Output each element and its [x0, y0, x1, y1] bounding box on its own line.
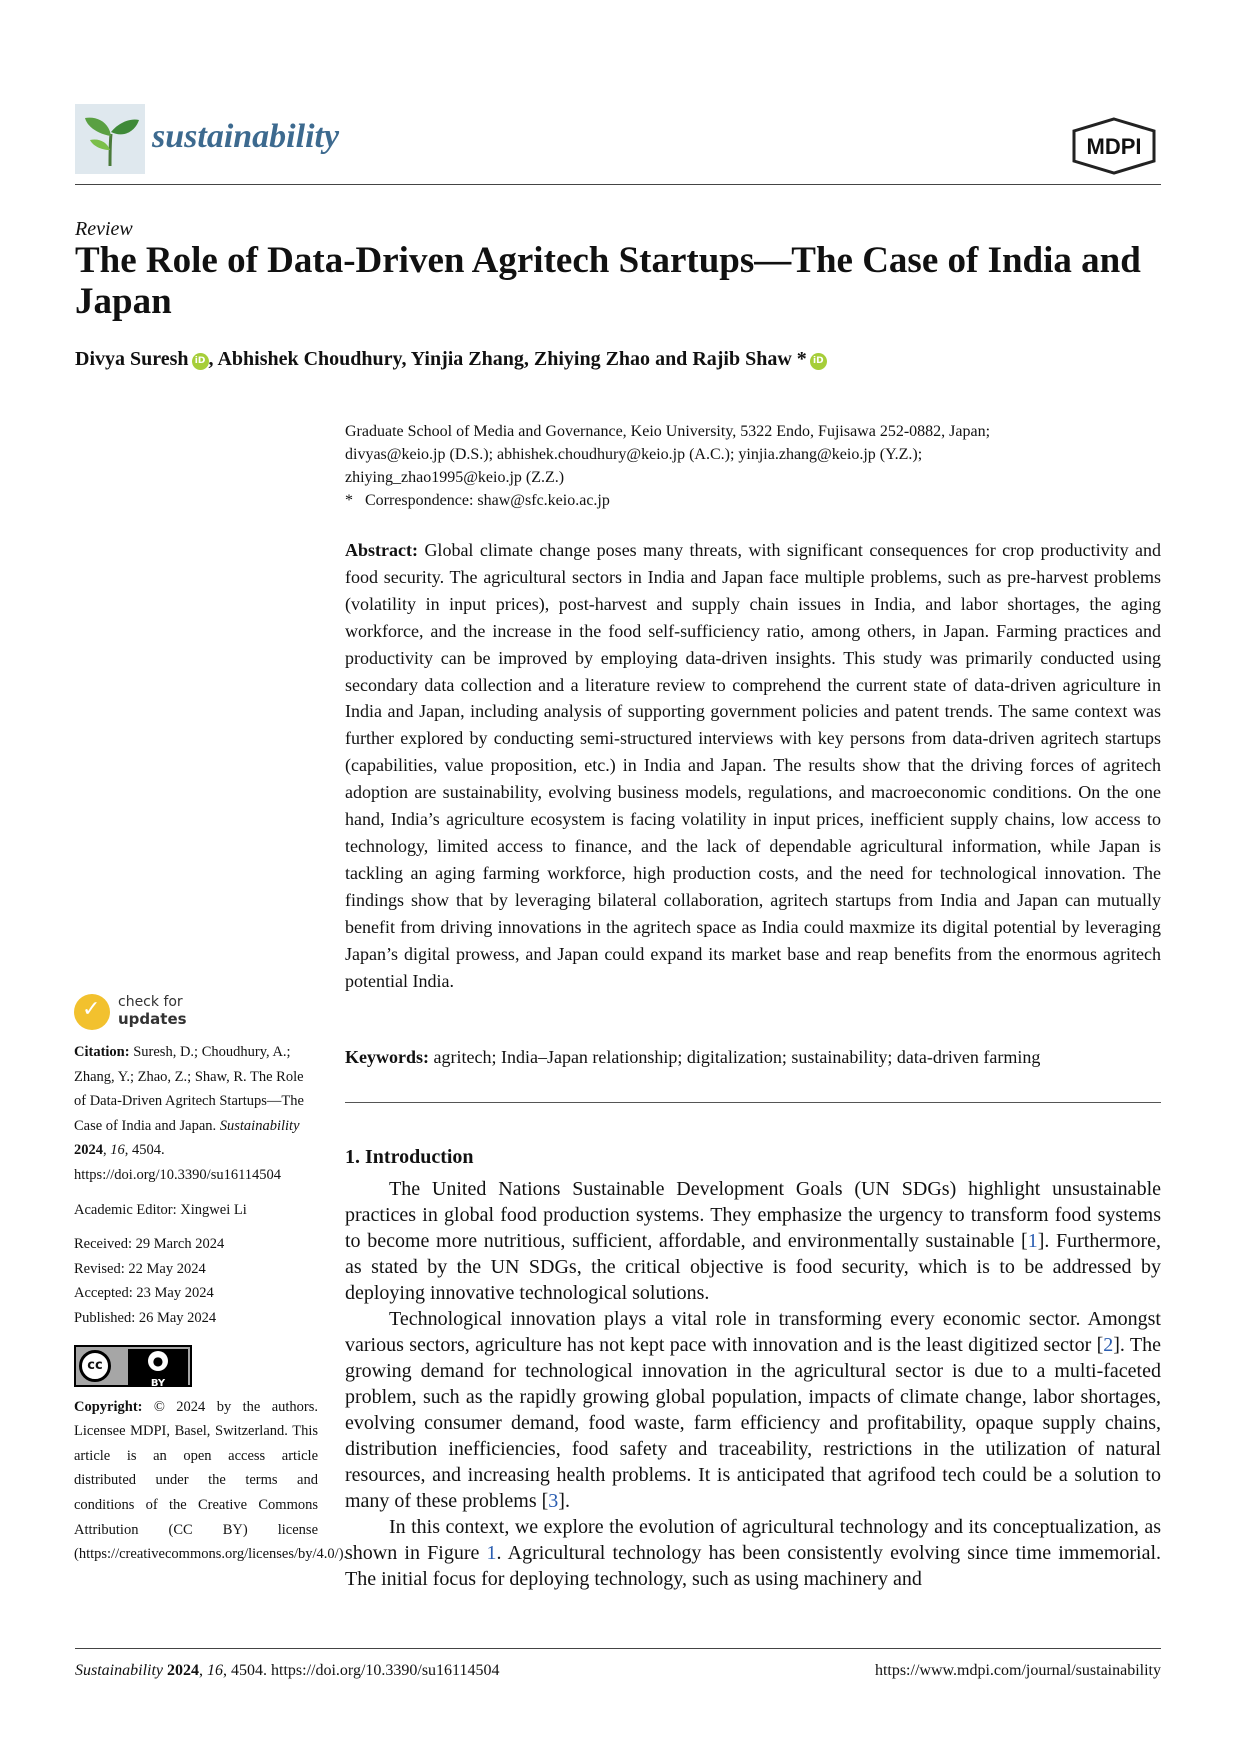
orcid-icon[interactable]: iD: [192, 353, 209, 370]
reference-link[interactable]: 2: [1103, 1334, 1114, 1356]
abstract-divider: [345, 1102, 1161, 1103]
accepted-date: Accepted: 23 May 2024: [74, 1285, 214, 1302]
citation-journal: Sustainability: [219, 1117, 300, 1134]
affiliation-line: zhiying_zhao1995@keio.jp (Z.Z.): [345, 469, 565, 486]
section-heading: 1. Introduction: [345, 1146, 474, 1168]
by-label: BY: [150, 1377, 166, 1389]
cc-by-license-badge[interactable]: [74, 1345, 192, 1387]
author-name[interactable]: Divya Suresh: [75, 348, 189, 370]
introduction-body: [345, 1176, 1161, 1592]
footer-year: 2024: [167, 1662, 199, 1679]
cc-by-panel: [128, 1349, 188, 1389]
author-name[interactable]: Zhiying Zhao: [533, 348, 651, 370]
paragraph-text: ]. The growing demand for technological innovation in the agricultural sector is due to a multi-faceted problem, such as the rapidly growing global population, impacts of climate change, labor shortages, evolving consumer demand, food waste, farm efficiency and profitability, opaque supply chains, distribution inefficiencies, food safety and traceability, restrictions in the utilization of natural resources, and increasing health problems. It is anticipated that agrifood tech could be a solution to many of these problems [: [345, 1334, 1161, 1512]
affiliation-line: Graduate School of Media and Governance, Keio University, 5322 Endo, Fujisawa 252-0882, Japan;: [345, 423, 991, 440]
correspondence: * Correspondence: shaw@sfc.keio.ac.jp: [345, 492, 610, 509]
author-name[interactable]: Abhishek Choudhury: [217, 348, 402, 370]
article-title: The Role of Data-Driven Agritech Startups—The Case of India and Japan: [75, 240, 1141, 322]
copyright-label: Copyright:: [74, 1398, 143, 1415]
abstract-text: Global climate change poses many threats, with significant consequences for crop productivity and food security. The agricultural sectors in India and Japan face multiple problems, such as pre-harvest problems (volatility in input prices), post-harvest and supply chain issues in India, and labor shortages, the aging workforce, and the increase in the food self-sufficiency ratio, among others, in Japan. Farming practices and productivity can be improved by employing data-driven insights. This study was primarily conducted using secondary data collection and a literature review to comprehend the current state of data-driven agriculture in India and Japan, including analysis of supporting government policies and patent trends. The same context was further explored by conducting semi-structured interviews with key persons from data-driven agritech startups (capabilities, value proposition, etc.) in India and Japan. The results show that the driving forces of agritech adoption are sustainability, evolving business models, regulations, and macroeconomic conditions. On the one hand, India’s agriculture ecosystem is facing volatility in input prices, inefficient supply chains, low access to technology, limited access to finance, and the lack of dependable agricultural information, while Japan is tackling an aging farming workforce, high production costs, and the need for technological innovation. The findings show that by leveraging bilateral collaboration, agritech startups from India and Japan can mutually benefit from driving innovations in the agritech space as India could maxmize its digital potential by leveraging Japan’s digital prowess, and Japan could expand its market base and reap benefits from the enormous agritech potential India.: [345, 540, 1162, 991]
author-separator: and: [650, 348, 693, 370]
footer-volume: 16: [207, 1662, 223, 1679]
footer-citation: Sustainability 2024, 16, 4504. https://doi.org/10.3390/su16114504: [75, 1662, 500, 1679]
check-updates-label: check for: [118, 994, 183, 1010]
author-list: [75, 348, 827, 371]
author-name[interactable]: Yinjia Zhang: [410, 348, 524, 370]
footer-divider: [75, 1648, 1161, 1649]
keywords: [345, 1044, 1161, 1070]
citation-volume: 16: [110, 1142, 125, 1159]
copyright: [74, 1395, 348, 1567]
publisher-logo: [1068, 116, 1160, 176]
paragraph-text: The United Nations Sustainable Development Goals (UN SDGs) highlight unsustainable practices in global food production systems. They emphasize the urgency to transform food systems to become more nutritious, sufficient, affordable, and environmentally sustainable [: [345, 1178, 1161, 1252]
revised-date: Revised: 22 May 2024: [74, 1260, 206, 1277]
check-badge-icon: ✓: [74, 994, 110, 1030]
person-icon: ●: [148, 1351, 168, 1371]
academic-editor: Academic Editor: Xingwei Li: [74, 1201, 247, 1218]
footer-doi[interactable]: , 4504. https://doi.org/10.3390/su16114504: [223, 1662, 500, 1679]
citation: Citation: Suresh, D.; Choudhury, A.; Zhang, Y.; Zhao, Z.; Shaw, R. The Role of Data-Driven Agritech Startups—The Case of India and Japan. Sustainability 2024, 16, 4504. https://doi.org/10.3390/su16114504: [74, 1044, 304, 1183]
abstract: [345, 537, 1161, 994]
sidebar: [74, 1040, 348, 1567]
check-for-updates-button[interactable]: [74, 994, 194, 1034]
author-name[interactable]: Rajib Shaw *: [692, 348, 807, 370]
cc-icon: cc: [79, 1350, 111, 1382]
paragraph-text: ]. Furthermore, as stated by the UN SDGs, the critical objective is food security, which is to be addressed by deploying innovative technological solutions.: [345, 1230, 1161, 1304]
journal-name: sustainability: [152, 118, 340, 155]
figure-link[interactable]: 1: [486, 1542, 497, 1564]
author-separator: ,: [523, 348, 534, 370]
check-updates-label: updates: [118, 1010, 187, 1028]
leaf-icon: [75, 104, 145, 174]
paragraph-text: Technological innovation plays a vital role in transforming every economic sector. Amongst various sectors, agriculture has not kept pace with innovation and is the least digitized sector [: [345, 1308, 1161, 1356]
citation-doi[interactable]: , 4504. https://doi.org/10.3390/su16114504: [74, 1142, 282, 1183]
article-type: Review: [75, 218, 133, 240]
received-date: Received: 29 March 2024: [74, 1236, 225, 1253]
publisher-name: MDPI: [1086, 134, 1142, 159]
copyright-text: © 2024 by the authors. Licensee MDPI, Basel, Switzerland. This article is an open access article distributed under the terms and conditions of the Creative Commons Attribution (CC BY) license (https://creativecommons.org/licenses/by/4.0/).: [74, 1398, 348, 1563]
keywords-text: agritech; India–Japan relationship; digitalization; sustainability; data-driven farming: [433, 1047, 1041, 1067]
journal-logo: [75, 104, 145, 174]
affiliations: [345, 420, 1165, 512]
author-separator: ,: [401, 348, 411, 370]
paragraph: [345, 1176, 1161, 1306]
footer-journal-url[interactable]: https://www.mdpi.com/journal/sustainability: [874, 1662, 1161, 1679]
citation-label: Citation:: [74, 1044, 130, 1060]
footer-journal: Sustainability: [75, 1662, 163, 1679]
paragraph-text: ].: [558, 1490, 570, 1512]
citation-year: 2024: [74, 1142, 103, 1159]
reference-link[interactable]: 3: [548, 1490, 559, 1512]
author-separator: ,: [208, 348, 218, 370]
paragraph: [345, 1514, 1161, 1592]
paragraph: [345, 1306, 1161, 1514]
published-date: Published: 26 May 2024: [74, 1309, 217, 1326]
paragraph-text: . Agricultural technology has been consistently evolving since time immemorial. The initial focus for deploying technology, such as using machinery and: [345, 1542, 1162, 1590]
keywords-label: Keywords:: [345, 1047, 429, 1067]
paragraph-text: In this context, we explore the evolution of agricultural technology and its conceptualization, as shown in Figure: [345, 1516, 1161, 1564]
reference-link[interactable]: 1: [1027, 1230, 1038, 1252]
header-divider: [75, 184, 1161, 185]
citation-text: Suresh, D.; Choudhury, A.; Zhang, Y.; Zhao, Z.; Shaw, R. The Role of Data-Driven Agritech Startups—The Case of India and Japan.: [74, 1044, 304, 1134]
orcid-icon[interactable]: iD: [810, 353, 827, 370]
affiliation-line: divyas@keio.jp (D.S.); abhishek.choudhury@keio.jp (A.C.); yinjia.zhang@keio.jp (Y.Z.);: [345, 446, 923, 463]
abstract-label: Abstract:: [345, 540, 418, 560]
